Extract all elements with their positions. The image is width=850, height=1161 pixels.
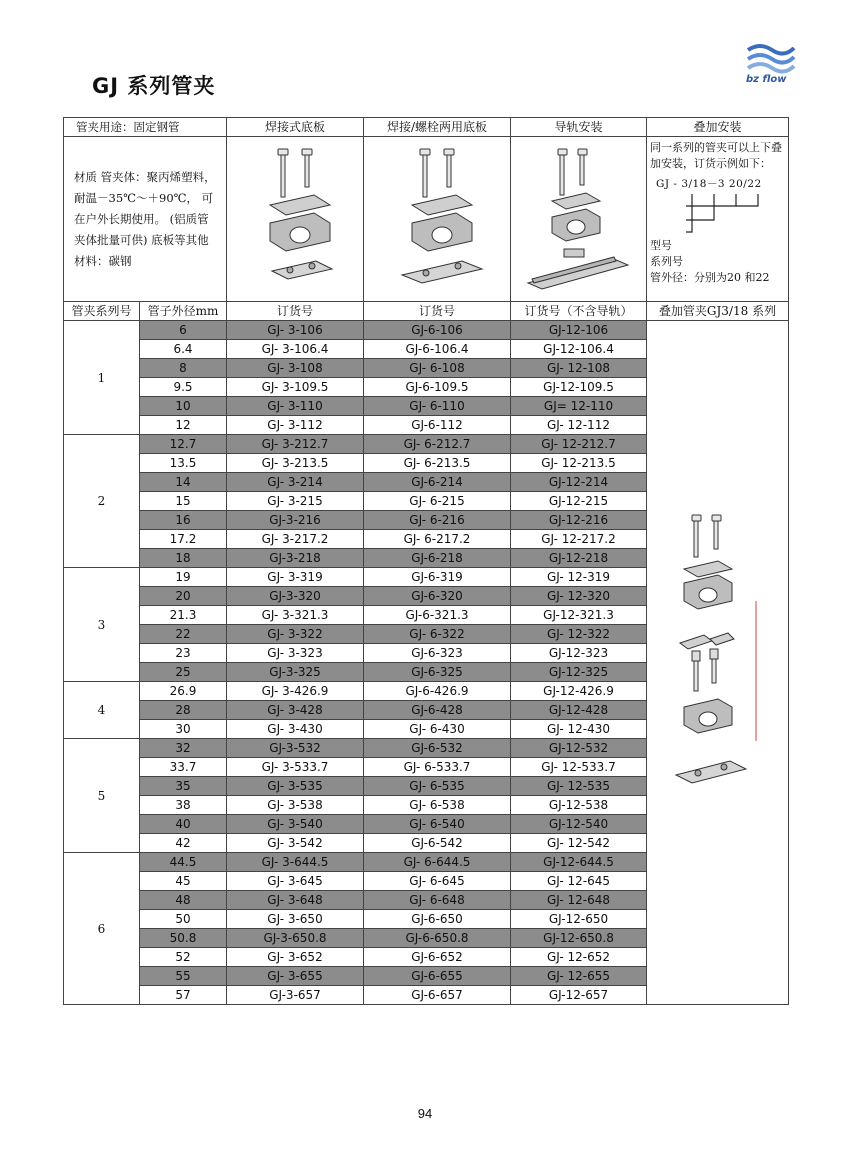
outer-diameter: 13.5 bbox=[140, 454, 227, 473]
order-no-rail: GJ-12-650 bbox=[511, 910, 647, 929]
order-example-code: GJ - 3/18－3 20/22 bbox=[656, 178, 762, 190]
order-no-rail: GJ- 12-542 bbox=[511, 834, 647, 853]
outer-diameter: 15 bbox=[140, 492, 227, 511]
order-no-welded: GJ- 3-109.5 bbox=[227, 378, 364, 397]
order-no-rail: GJ-12-538 bbox=[511, 796, 647, 815]
order-no-bolted: GJ- 6-430 bbox=[364, 720, 511, 739]
order-no-welded: GJ-3-532 bbox=[227, 739, 364, 758]
order-no-welded: GJ- 3-650 bbox=[227, 910, 364, 929]
image-row bbox=[64, 137, 789, 302]
order-no-bolted: GJ-6-320 bbox=[364, 587, 511, 606]
order-no-bolted: GJ- 6-216 bbox=[364, 511, 511, 530]
product-table bbox=[63, 117, 789, 1005]
clamp-welded-icon bbox=[240, 143, 350, 293]
order-no-bolted: GJ-6-106 bbox=[364, 321, 511, 340]
order-no-bolted: GJ-6-109.5 bbox=[364, 378, 511, 397]
order-no-rail: GJ- 12-319 bbox=[511, 568, 647, 587]
order-no-rail: GJ- 12-535 bbox=[511, 777, 647, 796]
order-no-welded: GJ- 3-655 bbox=[227, 967, 364, 986]
outer-diameter: 42 bbox=[140, 834, 227, 853]
order-no-bolted: GJ- 6-648 bbox=[364, 891, 511, 910]
order-no-bolted: GJ- 6-538 bbox=[364, 796, 511, 815]
outer-diameter: 22 bbox=[140, 625, 227, 644]
label-od: 管外径：分别为20 和22 bbox=[650, 271, 770, 284]
order-no-rail: GJ- 12-645 bbox=[511, 872, 647, 891]
col-stack-mount: 叠加安装 bbox=[647, 118, 789, 137]
outer-diameter: 30 bbox=[140, 720, 227, 739]
order-no-bolted: GJ- 6-540 bbox=[364, 815, 511, 834]
series-number: 5 bbox=[64, 739, 140, 853]
outer-diameter: 45 bbox=[140, 872, 227, 891]
order-no-rail: GJ-12-323 bbox=[511, 644, 647, 663]
series-header: 管夹系列号 bbox=[64, 302, 140, 321]
order-no-bolted: GJ-6-319 bbox=[364, 568, 511, 587]
order-no-bolted: GJ-6-323 bbox=[364, 644, 511, 663]
order-no-bolted: GJ- 6-535 bbox=[364, 777, 511, 796]
order-no-rail: GJ-12-650.8 bbox=[511, 929, 647, 948]
order-no-bolted: GJ-6-428 bbox=[364, 701, 511, 720]
outer-diameter: 19 bbox=[140, 568, 227, 587]
label-model: 型号 bbox=[650, 239, 672, 252]
outer-diameter: 18 bbox=[140, 549, 227, 568]
order-no-bolted: GJ- 6-217.2 bbox=[364, 530, 511, 549]
logo-text: bz flow bbox=[746, 74, 787, 85]
order-no-welded: GJ- 3-323 bbox=[227, 644, 364, 663]
order-no-bolted: GJ- 6-212.7 bbox=[364, 435, 511, 454]
order-no-welded: GJ- 3-652 bbox=[227, 948, 364, 967]
outer-diameter: 55 bbox=[140, 967, 227, 986]
outer-diameter: 21.3 bbox=[140, 606, 227, 625]
order-no-rail: GJ-12-426.9 bbox=[511, 682, 647, 701]
order-no-rail: GJ-12-215 bbox=[511, 492, 647, 511]
order-no-rail: GJ-12-325 bbox=[511, 663, 647, 682]
order-no-rail: GJ- 12-652 bbox=[511, 948, 647, 967]
order-header-3: 订货号（不含导轨） bbox=[511, 302, 647, 321]
clamp-rail-icon bbox=[524, 143, 634, 293]
outer-diameter: 6 bbox=[140, 321, 227, 340]
order-no-rail: GJ-12-532 bbox=[511, 739, 647, 758]
order-no-welded: GJ-3-216 bbox=[227, 511, 364, 530]
order-no-welded: GJ- 3-215 bbox=[227, 492, 364, 511]
order-no-welded: GJ- 3-108 bbox=[227, 359, 364, 378]
order-no-welded: GJ- 3-213.5 bbox=[227, 454, 364, 473]
outer-diameter: 20 bbox=[140, 587, 227, 606]
order-no-bolted: GJ-6-652 bbox=[364, 948, 511, 967]
outer-diameter: 38 bbox=[140, 796, 227, 815]
outer-diameter: 35 bbox=[140, 777, 227, 796]
series-number: 4 bbox=[64, 682, 140, 739]
page-title: GJ 系列管夹 bbox=[92, 74, 216, 98]
stack-description: 同一系列的管夹可以上下叠加安装，订货示例如下： bbox=[650, 141, 782, 170]
order-no-bolted: GJ- 6-215 bbox=[364, 492, 511, 511]
order-no-bolted: GJ- 6-644.5 bbox=[364, 853, 511, 872]
order-no-rail: GJ-12-214 bbox=[511, 473, 647, 492]
order-no-bolted: GJ-6-657 bbox=[364, 986, 511, 1005]
order-no-welded: GJ- 3-538 bbox=[227, 796, 364, 815]
order-no-rail: GJ-12-216 bbox=[511, 511, 647, 530]
order-no-bolted: GJ-6-650 bbox=[364, 910, 511, 929]
order-no-welded: GJ- 3-106 bbox=[227, 321, 364, 340]
order-no-bolted: GJ-6-214 bbox=[364, 473, 511, 492]
order-no-rail: GJ-12-428 bbox=[511, 701, 647, 720]
order-no-rail: GJ-12-106 bbox=[511, 321, 647, 340]
outer-diameter: 48 bbox=[140, 891, 227, 910]
od-header: 管子外径mm bbox=[140, 302, 227, 321]
order-no-welded: GJ-3-320 bbox=[227, 587, 364, 606]
outer-diameter: 12 bbox=[140, 416, 227, 435]
order-no-bolted: GJ-6-218 bbox=[364, 549, 511, 568]
order-no-welded: GJ- 3-644.5 bbox=[227, 853, 364, 872]
order-no-welded: GJ- 3-533.7 bbox=[227, 758, 364, 777]
col-welded-base: 焊接式底板 bbox=[227, 118, 364, 137]
outer-diameter: 8 bbox=[140, 359, 227, 378]
order-no-rail: GJ- 12-430 bbox=[511, 720, 647, 739]
order-no-bolted: GJ- 6-110 bbox=[364, 397, 511, 416]
series-number: 2 bbox=[64, 435, 140, 568]
order-no-rail: GJ-12-644.5 bbox=[511, 853, 647, 872]
order-no-welded: GJ- 3-648 bbox=[227, 891, 364, 910]
order-no-welded: GJ- 3-322 bbox=[227, 625, 364, 644]
outer-diameter: 50.8 bbox=[140, 929, 227, 948]
order-no-rail: GJ-12-321.3 bbox=[511, 606, 647, 625]
order-header-2: 订货号 bbox=[364, 302, 511, 321]
order-no-bolted: GJ- 6-213.5 bbox=[364, 454, 511, 473]
order-no-bolted: GJ-6-426.9 bbox=[364, 682, 511, 701]
order-no-welded: GJ- 3-212.7 bbox=[227, 435, 364, 454]
column-header-row bbox=[64, 302, 789, 321]
order-no-rail: GJ= 12-110 bbox=[511, 397, 647, 416]
order-no-welded: GJ- 3-542 bbox=[227, 834, 364, 853]
order-no-welded: GJ-3-325 bbox=[227, 663, 364, 682]
order-no-welded: GJ- 3-430 bbox=[227, 720, 364, 739]
col-welded-bolted-base: 焊接/螺栓两用底板 bbox=[364, 118, 511, 137]
order-no-welded: GJ- 3-112 bbox=[227, 416, 364, 435]
order-no-rail: GJ- 12-112 bbox=[511, 416, 647, 435]
outer-diameter: 23 bbox=[140, 644, 227, 663]
logo-wave-icon bbox=[744, 40, 796, 94]
outer-diameter: 44.5 bbox=[140, 853, 227, 872]
outer-diameter: 52 bbox=[140, 948, 227, 967]
order-no-rail: GJ-12-106.4 bbox=[511, 340, 647, 359]
order-no-welded: GJ- 3-106.4 bbox=[227, 340, 364, 359]
order-no-rail: GJ-12-109.5 bbox=[511, 378, 647, 397]
col-rail-mount: 导轨安装 bbox=[511, 118, 647, 137]
outer-diameter: 12.7 bbox=[140, 435, 227, 454]
order-no-rail: GJ- 12-648 bbox=[511, 891, 647, 910]
stacked-clamp-icon bbox=[668, 511, 768, 811]
order-no-rail: GJ-12-657 bbox=[511, 986, 647, 1005]
outer-diameter: 6.4 bbox=[140, 340, 227, 359]
order-no-bolted: GJ-6-650.8 bbox=[364, 929, 511, 948]
order-no-welded: GJ- 3-319 bbox=[227, 568, 364, 587]
clamp-bolted-icon bbox=[382, 143, 492, 293]
material-description: 材质 管夹体：聚丙烯塑料， 耐温－35℃～＋90℃， 可在户外长期使用。 (铝质管夹体批量可供) 底板等其他材料：碳钢 bbox=[64, 137, 227, 302]
order-no-bolted: GJ-6-542 bbox=[364, 834, 511, 853]
order-no-welded: GJ- 3-645 bbox=[227, 872, 364, 891]
order-no-bolted: GJ-6-321.3 bbox=[364, 606, 511, 625]
outer-diameter: 32 bbox=[140, 739, 227, 758]
order-no-rail: GJ- 12-322 bbox=[511, 625, 647, 644]
stack-order-example bbox=[647, 137, 789, 302]
order-no-bolted: GJ-6-112 bbox=[364, 416, 511, 435]
outer-diameter: 14 bbox=[140, 473, 227, 492]
outer-diameter: 25 bbox=[140, 663, 227, 682]
order-no-rail: GJ-12-540 bbox=[511, 815, 647, 834]
order-no-bolted: GJ-6-106.4 bbox=[364, 340, 511, 359]
order-no-rail: GJ- 12-217.2 bbox=[511, 530, 647, 549]
order-no-welded: GJ- 3-217.2 bbox=[227, 530, 364, 549]
outer-diameter: 26.9 bbox=[140, 682, 227, 701]
order-no-rail: GJ- 12-213.5 bbox=[511, 454, 647, 473]
order-no-welded: GJ-3-218 bbox=[227, 549, 364, 568]
order-no-bolted: GJ- 6-533.7 bbox=[364, 758, 511, 777]
order-no-rail: GJ- 12-108 bbox=[511, 359, 647, 378]
table-row bbox=[64, 321, 789, 340]
rail-mount-illustration bbox=[511, 137, 647, 302]
bracket-lines-icon bbox=[686, 194, 766, 238]
series-number: 3 bbox=[64, 568, 140, 682]
order-no-welded: GJ- 3-321.3 bbox=[227, 606, 364, 625]
order-no-bolted: GJ-6-532 bbox=[364, 739, 511, 758]
usage-label: 管夹用途：固定钢管 bbox=[64, 118, 227, 137]
order-no-rail: GJ- 12-212.7 bbox=[511, 435, 647, 454]
outer-diameter: 57 bbox=[140, 986, 227, 1005]
order-no-bolted: GJ- 6-322 bbox=[364, 625, 511, 644]
order-no-welded: GJ- 3-540 bbox=[227, 815, 364, 834]
stacked-clamp-illustration bbox=[647, 321, 789, 1005]
series-number: 6 bbox=[64, 853, 140, 1005]
order-no-welded: GJ-3-650.8 bbox=[227, 929, 364, 948]
outer-diameter: 33.7 bbox=[140, 758, 227, 777]
order-no-rail: GJ- 12-533.7 bbox=[511, 758, 647, 777]
outer-diameter: 50 bbox=[140, 910, 227, 929]
welded-bolted-base-illustration bbox=[364, 137, 511, 302]
outer-diameter: 16 bbox=[140, 511, 227, 530]
welded-base-illustration bbox=[227, 137, 364, 302]
header-row bbox=[64, 118, 789, 137]
outer-diameter: 17.2 bbox=[140, 530, 227, 549]
outer-diameter: 9.5 bbox=[140, 378, 227, 397]
order-header-1: 订货号 bbox=[227, 302, 364, 321]
page-number: 94 bbox=[417, 1106, 433, 1121]
outer-diameter: 40 bbox=[140, 815, 227, 834]
order-no-bolted: GJ-6-325 bbox=[364, 663, 511, 682]
order-no-rail: GJ- 12-320 bbox=[511, 587, 647, 606]
stack-header: 叠加管夹GJ3/18 系列 bbox=[647, 302, 789, 321]
order-no-welded: GJ- 3-535 bbox=[227, 777, 364, 796]
order-no-rail: GJ-12-218 bbox=[511, 549, 647, 568]
outer-diameter: 10 bbox=[140, 397, 227, 416]
series-number: 1 bbox=[64, 321, 140, 435]
order-no-rail: GJ- 12-655 bbox=[511, 967, 647, 986]
order-no-welded: GJ- 3-426.9 bbox=[227, 682, 364, 701]
order-no-welded: GJ- 3-110 bbox=[227, 397, 364, 416]
order-no-bolted: GJ- 6-645 bbox=[364, 872, 511, 891]
order-no-bolted: GJ- 6-108 bbox=[364, 359, 511, 378]
outer-diameter: 28 bbox=[140, 701, 227, 720]
order-no-welded: GJ- 3-214 bbox=[227, 473, 364, 492]
order-no-welded: GJ-3-657 bbox=[227, 986, 364, 1005]
order-no-bolted: GJ-6-655 bbox=[364, 967, 511, 986]
label-series: 系列号 bbox=[650, 255, 683, 268]
order-no-welded: GJ- 3-428 bbox=[227, 701, 364, 720]
